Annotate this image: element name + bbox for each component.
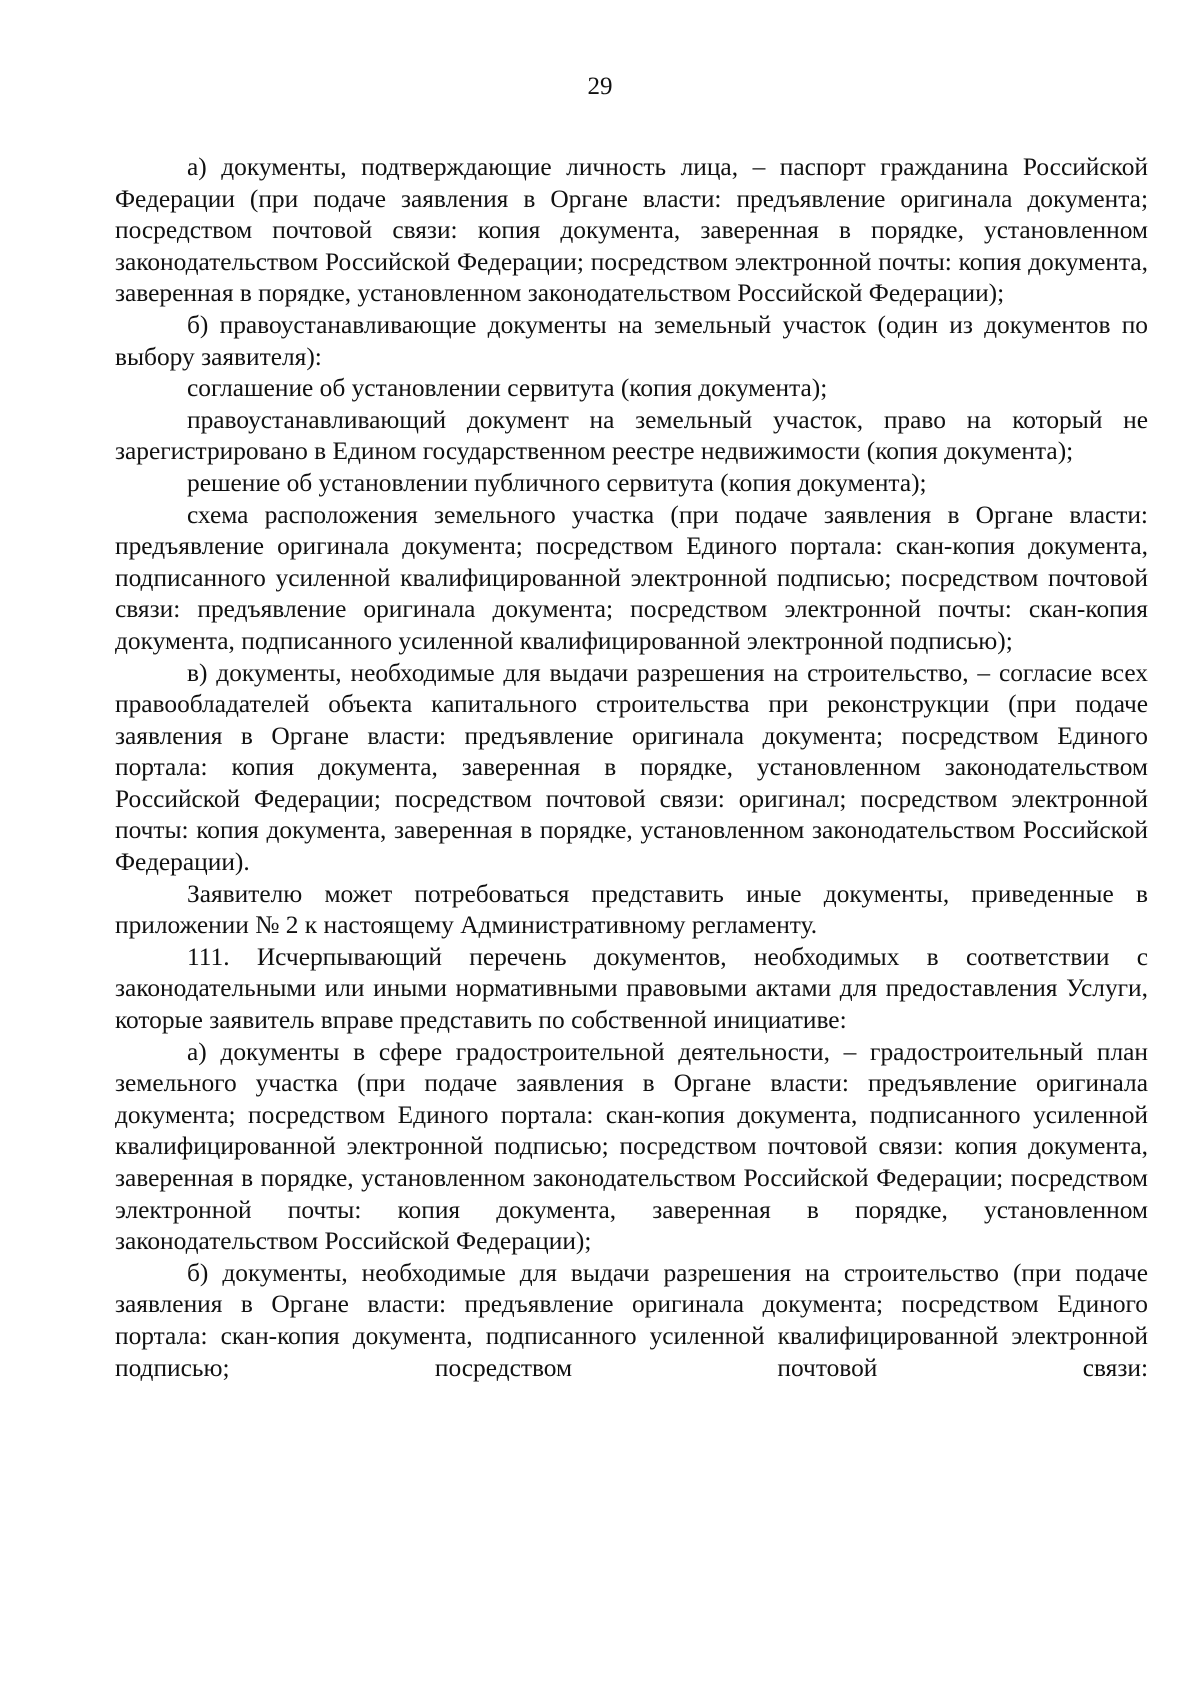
- document-body: [115, 152, 1148, 1384]
- paragraph-a-identity-documents: а) документы, подтверждающие личность лица, – паспорт гражданина Российской Федерации (при подаче заявления в Органе власти: предъявление оригинала документа; посредством почтовой связи: копия документа, заверенная в порядке, установленном законодательством Российской Федерации; посредством электронной почты: копия документа, заверенная в порядке, установленном законодательством Российской Федерации);: [115, 153, 1148, 308]
- paragraph-land-plot-scheme: схема расположения земельного участка (при подаче заявления в Органе власти: предъявление оригинала документа; посредством Единого портала: скан-копия документа, подписанного усиленной квалифицированной электронной подписью; посредством почтовой связи: предъявление оригинала документа; посредством электронной почты: скан-копия документа, подписанного усиленной квалифицированной электронной подписью);: [115, 500, 1148, 655]
- page-number: 29: [587, 73, 613, 100]
- paragraph-111-exhaustive-list: 111. Исчерпывающий перечень документов, необходимых в соответствии с законодательными или иными нормативными правовыми актами для предоставления Услуги, которые заявитель вправе представить по собственной инициативе:: [115, 942, 1148, 1035]
- paragraph-other-documents: Заявителю может потребоваться представить иные документы, приведенные в приложении № 2 к настоящему Административному регламенту.: [115, 879, 1148, 940]
- paragraph-a-urban-planning: а) документы в сфере градостроительной деятельности, – градостроительный план земельного участка (при подаче заявления в Органе власти: предъявление оригинала документа; посредством Единого портала: скан-копия документа, подписанного усиленной квалифицированной электронной подписью; посредством почтовой связи: копия документа, заверенная в порядке, установленном законодательством Российской Федерации; посредством электронной почты: копия документа, заверенная в порядке, установленном законодательством Российской Федерации);: [115, 1037, 1148, 1256]
- paragraph-public-servitude: решение об установлении публичного сервитута (копия документа);: [187, 468, 927, 497]
- paragraph-unregistered-title: правоустанавливающий документ на земельный участок, право на который не зарегистрировано в Едином государственном реестре недвижимости (копия документа);: [115, 405, 1148, 466]
- paragraph-b-construction-documents: б) документы, необходимые для выдачи разрешения на строительство (при подаче заявления в Органе власти: предъявление оригинала документа; посредством Единого портала: скан-копия документа, подписанного усиленной квалифицированной электронной подписью; посредством почтовой связи:: [115, 1258, 1148, 1382]
- paragraph-b-land-title-documents: б) правоустанавливающие документы на земельный участок (один из документов по выбору заявителя):: [115, 310, 1148, 371]
- paragraph-servitude-agreement: соглашение об установлении сервитута (копия документа);: [187, 374, 828, 403]
- paragraph-v-construction-permit: в) документы, необходимые для выдачи разрешения на строительство, – согласие всех правообладателей объекта капитального строительства при реконструкции (при подаче заявления в Органе власти: предъявление оригинала документа; посредством Единого портала: копия документа, заверенная в порядке, установленном законодательством Российской Федерации; посредством почтовой связи: оригинал; посредством электронной почты: копия документа, заверенная в порядке, установленном законодательством Российской Федерации).: [115, 658, 1148, 877]
